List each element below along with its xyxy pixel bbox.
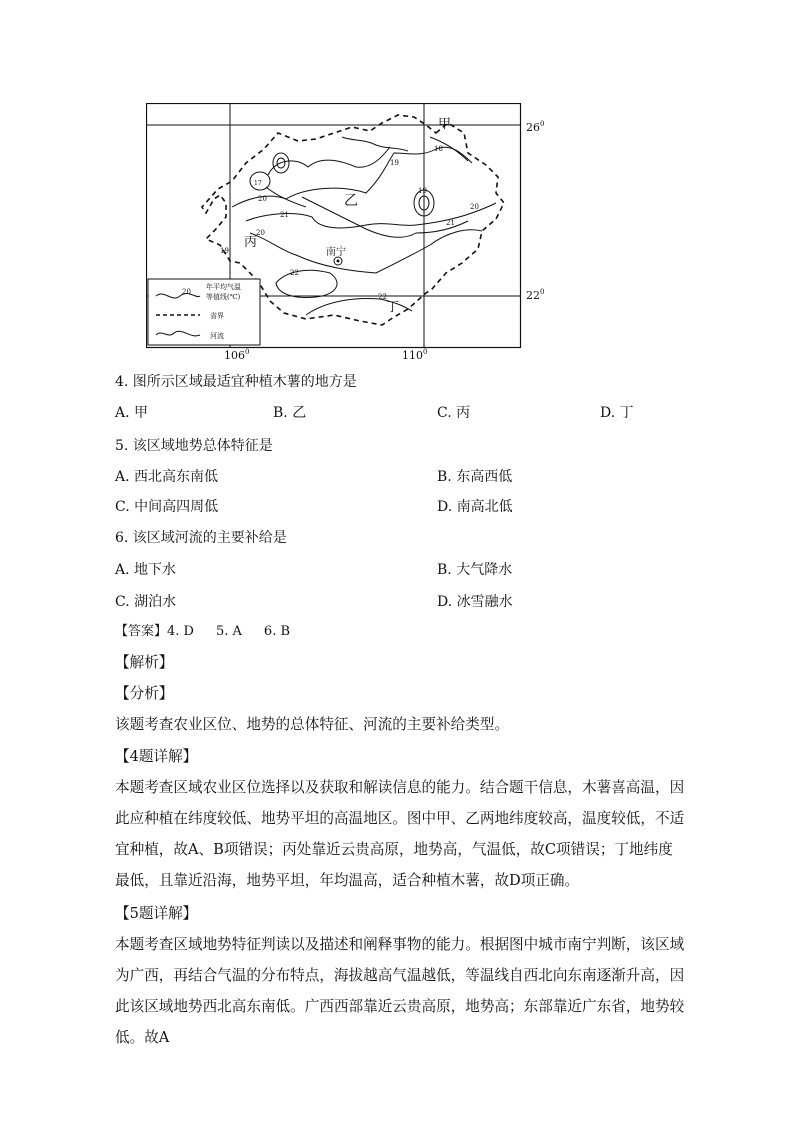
question-6-option-b: B. 大气降水 — [437, 562, 513, 578]
map-svg — [146, 103, 596, 365]
question-6-option-a: A. 地下水 — [115, 562, 177, 578]
place-bing: 丙 — [244, 235, 258, 250]
isotherm-value: 21 — [280, 211, 289, 219]
isotherm-line — [276, 270, 337, 297]
question-4-option-d: D. 丁 — [600, 405, 634, 421]
isotherm-value: 18 — [434, 145, 443, 153]
legend-isotherm-label-1: 年平均气温 — [206, 283, 241, 291]
question-5-option-d: D. 南高北低 — [437, 499, 513, 515]
latitude-label-bottom: $22^0$ — [526, 288, 545, 302]
river — [266, 187, 306, 207]
isotherm-value: 22 — [378, 293, 387, 301]
isotherm-value: 20 — [470, 203, 479, 211]
isotherm-value: 19 — [390, 159, 399, 167]
place-ding: 丁 — [386, 300, 400, 315]
answer-label: 【答案】 — [115, 624, 168, 639]
river — [302, 197, 468, 237]
q4-detail-heading: 【4题详解】 — [115, 748, 198, 765]
answer-item: 6. B — [263, 624, 291, 639]
isotherm-value: 19 — [418, 187, 427, 195]
answer-line — [115, 622, 290, 642]
fenxi-text: 该题考查农业区位、地势的总体特征、河流的主要补给类型。 — [115, 716, 510, 733]
longitude-label-right: $110^0$ — [402, 348, 428, 362]
q4-detail-text: 本题考查区域农业区位选择以及获取和解读信息的能力。结合题干信息，木薯喜高温，因此应种植在纬度较低、地势平坦的高温地区。图中甲、乙两地纬度较高，温度较低，不适宜种植，故A、B项错误；丙处靠近云贵高原，地势高，气温低，故C项错误；丁地纬度最低，且靠近沿海，地势平坦，年均温高，适合种植木薯，故D项正确。 — [115, 779, 685, 889]
question-6-option-d: D. 冰雪融水 — [437, 594, 513, 610]
question-6-option-c: C. 湖泊水 — [115, 594, 177, 610]
latitude-label-top: $26^0$ — [526, 120, 545, 134]
question-5-option-a: A. 西北高东南低 — [115, 469, 219, 485]
legend-isotherm-label-2: 等值线(℃) — [206, 293, 241, 301]
isotherm-map — [146, 103, 596, 365]
isotherm-value: 20 — [258, 195, 267, 203]
place-jia: 甲 — [438, 117, 452, 132]
question-4-stem: 4. 图所示区域最适宜种植木薯的地方是 — [115, 374, 357, 390]
legend-isotherm-sample: 20 — [182, 288, 191, 296]
river — [342, 137, 408, 151]
isotherm-value: 19 — [220, 247, 229, 255]
question-4-option-b: B. 乙 — [273, 405, 307, 421]
answer-item: 4. D — [167, 624, 194, 639]
isotherm-value: 22 — [290, 269, 299, 277]
place-nanning: 南宁 — [326, 247, 346, 258]
jiexi-heading: 【解析】 — [115, 654, 174, 671]
question-4-option-c: C. 丙 — [437, 405, 471, 421]
question-4-option-a: A. 甲 — [115, 405, 149, 421]
legend-river-label: 河流 — [210, 332, 224, 340]
legend-border-label: 省界 — [210, 312, 224, 320]
fenxi-heading: 【分析】 — [115, 685, 174, 702]
map-legend — [148, 279, 260, 345]
q5-detail-text: 本题考查区域地势特征判读以及描述和阐释事物的能力。根据图中城市南宁判断，该区域为广西，再结合气温的分布特点，海拔越高气温越低，等温线自西北向东南逐渐升高，因此该区域地势西北高东南低。广西西部靠近云贵高原，地势高；东部靠近广东省，地势较低。故A — [115, 936, 685, 1046]
q5-detail-heading: 【5题详解】 — [115, 905, 198, 922]
place-yi: 乙 — [344, 193, 358, 209]
isotherm-line — [250, 230, 482, 273]
question-5-stem: 5. 该区域地势总体特征是 — [115, 438, 273, 454]
question-6-stem: 6. 该区域河流的主要补给是 — [115, 530, 287, 546]
isotherm-value: 21 — [446, 219, 455, 227]
longitude-label-left: $106^0$ — [224, 348, 250, 362]
question-5-option-b: B. 东高西低 — [437, 469, 513, 485]
question-5-option-c: C. 中间高四周低 — [115, 499, 219, 515]
answer-item: 5. A — [215, 624, 242, 639]
isotherm-value: 20 — [256, 229, 265, 237]
isotherm-value: 17 — [254, 180, 262, 187]
